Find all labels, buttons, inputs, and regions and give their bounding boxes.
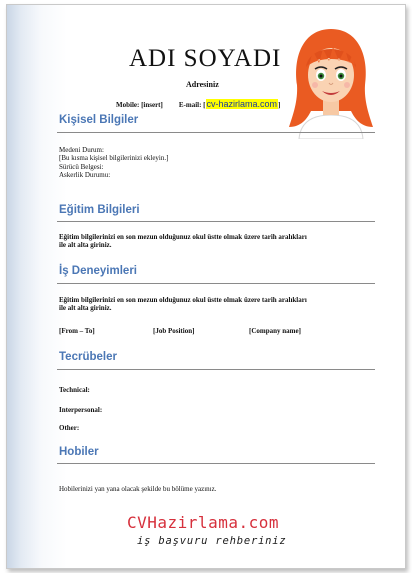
- section-title-experience: İş Deneyimleri: [59, 265, 137, 277]
- personal-line: Sürücü Belgesi:: [59, 162, 104, 171]
- education-text: [59, 233, 307, 250]
- email-link[interactable]: cv-hazirlama.com: [206, 99, 278, 109]
- education-line: Eğitim bilgilerinizi en son mezun olduğunuz okul üstte olmak üzere tarih aralıkları: [59, 233, 307, 241]
- experience-text: [59, 296, 307, 313]
- section-title-education: Eğitim Bilgileri: [59, 204, 140, 216]
- email-label: E-mail: [: [178, 101, 206, 109]
- skill-interpersonal: Interpersonal:: [59, 406, 103, 414]
- section-title-skills: Tecrübeler: [59, 351, 117, 363]
- personal-line: Medeni Durum:: [59, 146, 104, 154]
- personal-line: [Bu kısma kişisel bilgilerinizi ekleyin.]: [59, 154, 169, 163]
- personal-info-block: [59, 146, 168, 180]
- section-divider: [57, 463, 375, 464]
- cvhazirlama-logo: CVHazirlama.com: [127, 513, 279, 532]
- education-line: ile alt alta giriniz.: [59, 241, 112, 250]
- cv-name: ADI SOYADI: [129, 45, 282, 72]
- skill-other: Other:: [59, 424, 80, 432]
- contact-line: [116, 99, 280, 109]
- section-title-hobbies: Hobiler: [59, 446, 99, 458]
- mobile-label: Mobile: [insert]: [116, 101, 163, 109]
- section-divider: [57, 132, 375, 133]
- experience-line: Eğitim bilgilerinizi en son mezun olduğunuz okul üstte olmak üzere tarih aralıkları: [59, 296, 307, 304]
- field-job-position: [Job Position]: [153, 327, 195, 335]
- section-title-personal: Kişisel Bilgiler: [59, 114, 139, 126]
- logo-tagline: iş başvuru rehberiniz: [137, 535, 287, 547]
- skill-technical: Technical:: [59, 386, 90, 394]
- cv-address: Adresiniz: [186, 80, 219, 89]
- field-date-range: [From – To]: [59, 327, 95, 335]
- hobbies-text: Hobilerinizi yan yana olacak şekilde bu bölüme yazınız.: [59, 485, 217, 493]
- personal-line: Askerlik Durumu:: [59, 171, 111, 180]
- email-suffix: ]: [278, 101, 281, 109]
- section-divider: [57, 283, 375, 284]
- section-divider: [57, 221, 375, 222]
- section-divider: [57, 369, 375, 370]
- cv-page: [6, 4, 406, 569]
- field-company-name: [Company name]: [249, 327, 301, 335]
- avatar-icon: [289, 23, 373, 139]
- experience-line: ile alt alta giriniz.: [59, 304, 112, 313]
